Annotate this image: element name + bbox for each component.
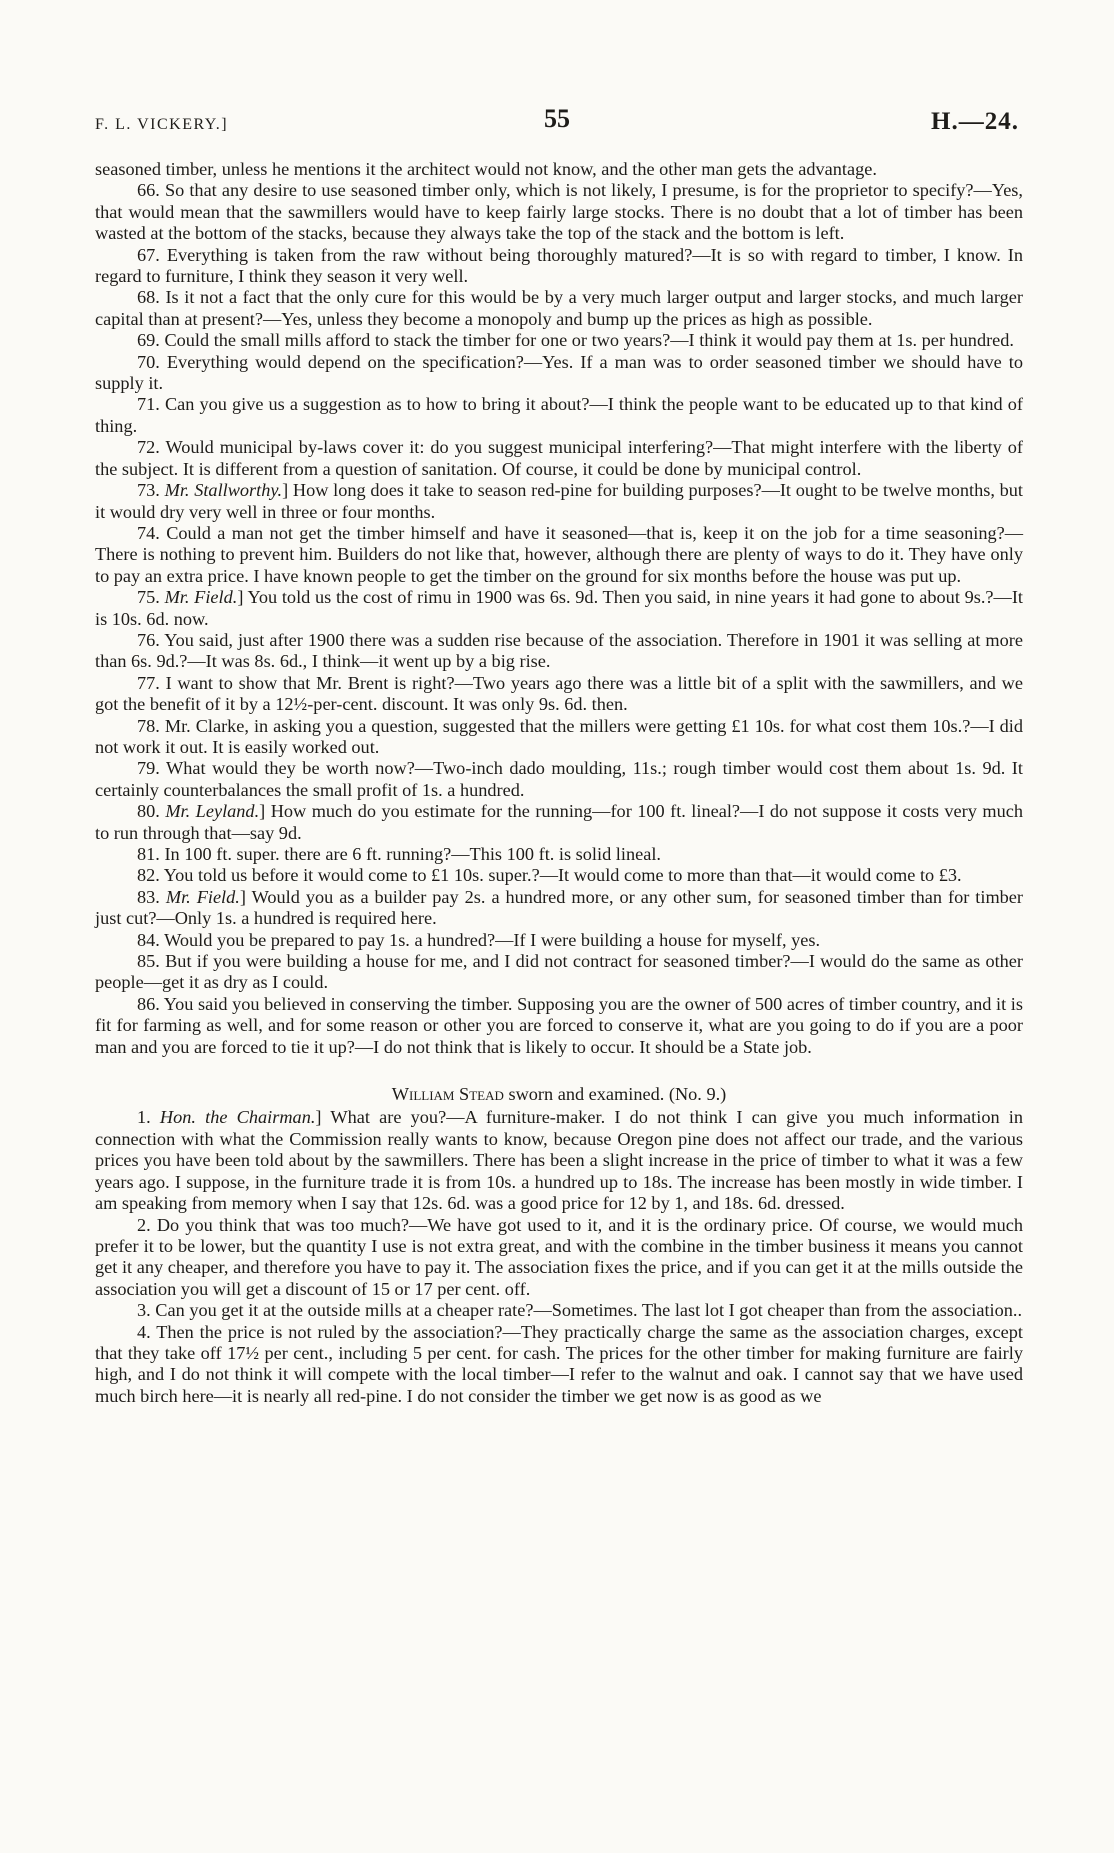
question-number: 72.	[137, 437, 160, 458]
question-answer-paragraph	[95, 394, 1023, 437]
question-number: 77.	[137, 672, 160, 693]
question-number: 71.	[137, 394, 160, 415]
continuation-paragraph: seasoned timber, unless he mentions it the architect would not know, and the other man gets the advantage.	[95, 159, 877, 179]
question-answer-paragraph	[95, 758, 1023, 801]
speaker-name: Mr. Leyland.	[165, 801, 260, 822]
question-answer-paragraph	[95, 245, 1023, 288]
question-answer-text: Would you be prepared to pay 1s. a hundred?—If I were building a house for myself, yes.	[164, 929, 821, 950]
question-number: 74.	[137, 522, 160, 543]
question-answer-text: You told us before it would come to £1 10s. super.?—It would come to more than that—it would come to £3.	[163, 865, 962, 886]
question-answer-paragraph	[95, 630, 1023, 673]
question-answer-paragraph	[95, 287, 1023, 330]
witness-running-head: F. L. VICKERY.]	[95, 116, 229, 133]
question-answer-paragraph: 1. Hon. the Chairman.] What are you?—A furniture-maker. I do not think I can give you much information in connection with what the Commission really wants to know, because Oregon pine does not affect our trade, and the various prices you have been told about by the sawmillers. There has been a slight increase in the price of timber to what it was a few years ago. I suppose, in the furniture trade it is from 10s. a hundred up to 18s. The increase has been mostly in wide timber. I am speaking from memory when I say that 12s. 6d. was a good price for 12 by 1, and 18s. 6d. dressed.	[95, 1107, 1024, 1214]
question-answer-paragraph	[95, 930, 1023, 951]
question-answer-text: How much do you estimate for the running—for 100 ft. lineal?—I do not suppose it costs very much to run through that—say 9d.	[95, 801, 1023, 843]
question-answer-text: Can you get it at the outside mills at a cheaper rate?—Sometimes. The last lot I got cheaper than from the association..	[155, 1300, 1023, 1321]
question-answer-paragraph: 83. Mr. Field.] Would you as a builder pay 2s. a hundred more, or any other sum, for seasoned timber than for timber just cut?—Only 1s. a hundred is required here.	[95, 886, 1024, 929]
question-number: 1.	[137, 1107, 151, 1128]
question-number: 78.	[137, 715, 160, 736]
speaker-name: Mr. Field.	[164, 587, 238, 608]
question-answer-text: So that any desire to use seasoned timber only, which is not likely, I presume, is for the proprietor to specify?—Yes, that would mean that the sawmillers would have to keep fairly large stocks. There is no doubt that a lot of timber has been wasted at the bottom of the stacks, because they always take the top of the stack and the bottom is left.	[95, 180, 1023, 244]
question-answer-paragraph	[95, 844, 1023, 865]
question-number: 70.	[137, 351, 160, 372]
question-answer-text: Would municipal by-laws cover it: do you suggest municipal interfering?—That might interfere with the liberty of the subject. It is different from a question of sanitation. Of course, it could be done by municipal control.	[95, 437, 1024, 479]
question-answer-paragraph	[95, 437, 1023, 480]
witness-name: William Stead	[391, 1084, 504, 1105]
question-answer-paragraph	[95, 352, 1023, 395]
question-number: 75.	[137, 587, 160, 608]
question-number: 68.	[137, 287, 160, 308]
question-answer-text: Can you give us a suggestion as to how to bring it about?—I think the people want to be educated up to that kind of thing.	[95, 394, 1024, 436]
question-answer-paragraph	[95, 330, 1023, 351]
question-answer-paragraph	[95, 865, 1023, 886]
question-answer-paragraph	[95, 523, 1023, 587]
question-answer-text: Do you think that was too much?—We have got used to it, and it is the ordinary price. Of course, we would much prefer it to be lower, but the quantity I use is not extra great, and with the combine in the timber business it means you cannot get it any cheaper, and therefore you have to pay it. The association fixes the price, and if you can get it at the mills outside the association you will get a discount of 15 or 17 per cent. off.	[95, 1214, 1023, 1299]
question-number: 82.	[137, 865, 160, 886]
speaker-name: Mr. Stallworthy.	[164, 480, 283, 501]
question-number: 66.	[137, 180, 160, 201]
question-answer-text: Is it not a fact that the only cure for this would be by a very much larger output and larger stocks, and much larger capital than at present?—Yes, unless they become a monopoly and bump up the prices as high as possible.	[95, 287, 1023, 329]
question-number: 86.	[137, 993, 160, 1014]
question-number: 67.	[137, 244, 160, 265]
question-answer-text: Then the price is not ruled by the association?—They practically charge the same as the association charges, except that they take off 17½ per cent., including 5 per cent. for cash. The prices for the other timber for making furniture are fairly high, and I do not think it will compete with the local timber—I refer to the walnut and oak. I cannot say that we have used much birch here—it is nearly all red-pine. I do not consider the timber we get now is as good as we	[95, 1321, 1023, 1406]
witness-heading-rest: sworn and examined. (No. 9.)	[508, 1084, 727, 1105]
question-answer-text: Everything would depend on the specification?—Yes. If a man was to order seasoned timber we should have to supply it.	[95, 351, 1024, 394]
question-answer-paragraph: 75. Mr. Field.] You told us the cost of rimu in 1900 was 6s. 9d. Then you said, in nine years it had gone to about 9s.?—It is 10s. 6d. now.	[95, 587, 1023, 629]
question-answer-text: Could the small mills afford to stack the timber for one or two years?—I think it would pay them at 1s. per hundred.	[164, 330, 1014, 351]
question-answer-paragraph	[95, 180, 1023, 244]
question-answer-text: What are you?—A furniture-maker. I do not think I can give you much information in connection with what the Commission really wants to know, because Oregon pine does not affect our trade, and the various prices you have been told about by the sawmillers. There has been a slight increase in the price of timber to what it was a few years ago. I suppose, in the furniture trade it is from 10s. a hundred up to 18s. The increase has been mostly in wide timber. I am speaking from memory when I say that 12s. 6d. was a good price for 12 by 1, and 18s. 6d. dressed.	[95, 1107, 1024, 1214]
speaker-name: Mr. Field.	[165, 886, 240, 907]
question-answer-paragraph	[95, 994, 1023, 1058]
page-body	[95, 159, 1023, 1407]
evidence-list	[95, 180, 1023, 1058]
question-number: 84.	[137, 929, 160, 950]
question-answer-text: What would they be worth now?—Two-inch dado moulding, 11s.; rough timber would cost them about 1s. 9d. It certainly counterbalances the small profit of 1s. a hundred.	[95, 758, 1023, 800]
question-answer-text: Everything is taken from the raw without being thoroughly matured?—It is so with regard to timber, I know. In regard to furniture, I think they season it very well.	[95, 244, 1023, 287]
question-answer-paragraph: 73. Mr. Stallworthy.] How long does it take to season red-pine for building purposes?—It ought to be twelve months, but it would dry very well in three or four months.	[95, 480, 1023, 522]
witness-heading	[95, 1084, 1023, 1105]
question-answer-text: You told us the cost of rimu in 1900 was 6s. 9d. Then you said, in nine years it had gone to about 9s.?—It is 10s. 6d. now.	[95, 587, 1023, 629]
question-number: 73.	[137, 480, 160, 501]
page-header	[95, 104, 1019, 142]
question-answer-text: You said, just after 1900 there was a sudden rise because of the association. Therefore in 1901 it was selling at more than 6s. 9d.?—It was 8s. 6d., I think—it went up by a big rise.	[95, 629, 1023, 672]
question-number: 83.	[137, 886, 160, 907]
question-answer-paragraph	[95, 1322, 1023, 1408]
question-number: 79.	[137, 758, 160, 779]
question-answer-text: I want to show that Mr. Brent is right?—Two years ago there was a little bit of a split with the sawmillers, and we got the benefit of it by a 12½-per-cent. discount. It was only 9s. 6d. then.	[95, 672, 1023, 715]
question-number: 69.	[137, 330, 160, 351]
question-answer-text: But if you were building a house for me, and I did not contract for seasoned timber?—I would do the same as other people—get it as dry as I could.	[95, 951, 1024, 993]
question-answer-text: How long does it take to season red-pine for building purposes?—It ought to be twelve months, but it would dry very well in three or four months.	[95, 480, 1023, 522]
question-number: 80.	[137, 801, 160, 822]
evidence-list-2	[95, 1107, 1023, 1407]
speaker-name: Hon. the Chairman.	[159, 1107, 316, 1128]
question-answer-paragraph	[95, 1215, 1023, 1301]
question-answer-paragraph	[95, 951, 1023, 994]
question-number: 3.	[137, 1300, 151, 1321]
question-answer-text: Could a man not get the timber himself and have it seasoned—that is, keep it on the job for a time seasoning?—There is nothing to prevent him. Builders do not like that, however, although there are plenty of ways to do it. They have only to pay an extra price. I have known people to get the timber on the ground for six months before the house was put up.	[95, 522, 1023, 586]
question-answer-text: You said you believed in conserving the timber. Supposing you are the owner of 500 acres of timber country, and it is fit for farming as well, and for some reason or other you are forced to conserve it, what are you going to do if you are a poor man and you are forced to tie it up?—I do not think that is likely to occur. It should be a State job.	[95, 993, 1023, 1057]
question-answer-paragraph: 80. Mr. Leyland.] How much do you estimate for the running—for 100 ft. lineal?—I do not suppose it costs very much to run through that—say 9d.	[95, 801, 1023, 843]
document-reference: H.—24.	[931, 108, 1019, 135]
question-number: 85.	[137, 951, 160, 972]
question-answer-text: Would you as a builder pay 2s. a hundred more, or any other sum, for seasoned timber than for timber just cut?—Only 1s. a hundred is required here.	[95, 886, 1024, 929]
question-number: 2.	[137, 1214, 151, 1235]
question-number: 76.	[137, 629, 160, 650]
question-answer-paragraph	[95, 673, 1023, 716]
question-answer-paragraph	[95, 716, 1023, 759]
question-number: 81.	[137, 844, 160, 864]
question-answer-text: Mr. Clarke, in asking you a question, suggested that the millers were getting £1 10s. for what cost them 10s.?—I did not work it out. It is easily worked out.	[95, 715, 1024, 757]
question-answer-text: In 100 ft. super. there are 6 ft. running?—This 100 ft. is solid lineal.	[164, 844, 661, 864]
page-number: 55	[544, 104, 570, 133]
question-answer-paragraph	[95, 1300, 1023, 1321]
question-number: 4.	[137, 1321, 151, 1342]
